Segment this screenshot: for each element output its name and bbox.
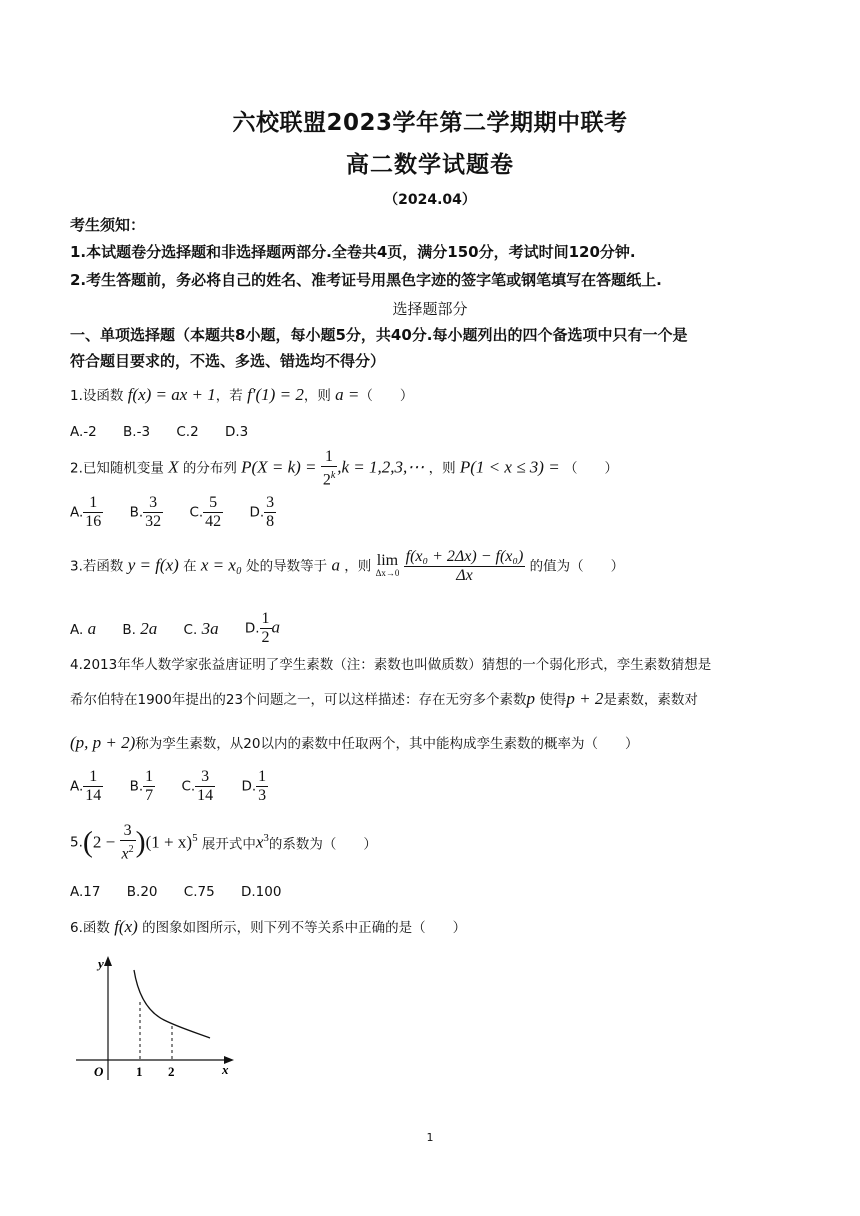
q2-option-c-num: 5 xyxy=(203,494,223,513)
q6-function-graph xyxy=(70,950,250,1090)
q1-text: ，若 xyxy=(215,388,243,404)
q3-option-a-val: a xyxy=(87,618,97,638)
q2-option-d-label: D. xyxy=(249,504,265,521)
question-2 xyxy=(70,448,618,489)
part1-instructions-line-2: 符合题目要求的，不选、多选、错选均不得分） xyxy=(70,352,386,370)
q4-text-b: 使得 xyxy=(539,692,567,708)
q3-option-b-label: B. xyxy=(122,621,136,638)
question-1 xyxy=(70,384,413,405)
q5-factor: (1 + x) xyxy=(145,832,193,852)
q4-option-a-num: 1 xyxy=(83,768,103,787)
q5-rparen: ) xyxy=(135,825,146,859)
q5-option-d: D.100 xyxy=(241,884,282,900)
q4-option-d-num: 1 xyxy=(258,768,267,785)
q3-text: 在 xyxy=(183,558,197,575)
q2-lhs: P(X = k) = xyxy=(241,457,317,477)
q5-frac-num: 3 xyxy=(120,822,136,841)
q3-option-d-label: D. xyxy=(244,620,260,637)
notice-line-2: 2.考生答题前，务必将自己的姓名、准考证号用黑色字迹的签字笔或钢笔填写在答题纸上. xyxy=(70,271,662,289)
q4-option-b-num: 1 xyxy=(145,768,154,785)
q3-lim: lim xyxy=(376,551,399,569)
q6-text: 的图象如图所示，则下列不等关系中正确的是（ ） xyxy=(142,920,467,936)
q1-option-b: B.-3 xyxy=(123,424,151,440)
q4-line-1: 4.2013年华人数学家张益唐证明了孪生素数（注：素数也叫做质数）猜想的一个弱化形式，孪生素数猜想是 xyxy=(70,657,712,673)
origin-label: O xyxy=(94,1064,104,1079)
q3-var: a xyxy=(331,555,340,575)
q1-option-c: C.2 xyxy=(176,424,199,440)
q2-options xyxy=(70,494,298,531)
q2-option-b xyxy=(130,494,164,531)
q2-frac-den: 2 xyxy=(322,471,331,489)
q2-fraction xyxy=(321,448,337,489)
q5-text: 展开式中 xyxy=(201,836,256,853)
q2-option-d xyxy=(249,494,276,531)
q3-text-3: ，则 xyxy=(344,558,372,575)
q4-option-c-den: 14 xyxy=(197,787,214,804)
q3-option-b xyxy=(122,619,157,639)
q6-function: f(x) xyxy=(114,917,138,936)
q3-option-d-val: a xyxy=(271,617,281,637)
notice-heading: 考生须知： xyxy=(70,216,146,234)
section-title: 选择题部分 xyxy=(392,300,468,318)
q2-option-b-num: 3 xyxy=(143,494,163,513)
q4-option-b-den: 7 xyxy=(145,787,154,804)
y-axis-arrow xyxy=(104,956,112,966)
exam-date: （2024.04） xyxy=(384,192,476,208)
q2-frac-num: 1 xyxy=(321,448,337,467)
q1-option-a: A.-2 xyxy=(70,424,97,440)
q3-point: x = x₀ xyxy=(200,555,242,575)
y-label: y xyxy=(98,956,104,971)
q3-blank: 的值为（ ） xyxy=(529,558,625,575)
q5-x-exp: 3 xyxy=(263,832,269,845)
q3-option-d-den: 2 xyxy=(261,629,270,646)
q1-var: a = xyxy=(335,385,360,404)
q3-options xyxy=(70,610,302,647)
q5-frac-den: x xyxy=(121,845,129,863)
q4-text-a: 希尔伯特在1900年提出的23个问题之一，可以这样描述：存在无穷多个素数 xyxy=(70,692,527,708)
q4-text-3: 称为孪生素数，从20以内的素数中任取两个，其中能构成孪生素数的概率为（ ） xyxy=(135,736,639,752)
q5-factor-exp: 5 xyxy=(192,832,198,845)
q5-lparen: ( xyxy=(82,825,93,859)
q2-option-a-num: 1 xyxy=(83,494,103,513)
q1-function: f(x) = ax + 1 xyxy=(127,385,216,404)
q4-text-c: 是素数，素数对 xyxy=(603,692,698,708)
q4-option-c xyxy=(181,768,215,805)
q2-option-a xyxy=(70,494,103,531)
q3-option-c xyxy=(184,619,219,639)
q1-blank: （ ） xyxy=(359,388,414,404)
q5-option-b: B.20 xyxy=(126,884,158,900)
q2-option-b-den: 32 xyxy=(145,513,162,530)
q4-option-a xyxy=(70,768,103,805)
q4-option-a-den: 14 xyxy=(85,787,102,804)
q2-var: X xyxy=(168,457,179,477)
x-label: x xyxy=(222,1062,229,1077)
q3-limit xyxy=(375,551,400,579)
q4-line-3 xyxy=(70,732,638,753)
q3-option-d xyxy=(245,610,280,647)
q2-text: 的分布列 xyxy=(182,460,237,477)
q1-prefix: 1.设函数 xyxy=(70,388,124,404)
q3-frac-den: Δx xyxy=(456,567,473,584)
q3-lim-sub: Δx→0 xyxy=(375,567,400,578)
q4-option-c-label: C. xyxy=(181,778,196,795)
q3-option-c-val: 3a xyxy=(201,618,219,638)
q3-frac-num: f(x₀ + 2Δx) − f(x₀) xyxy=(405,548,524,565)
q3-option-c-label: C. xyxy=(183,621,198,638)
q5-options xyxy=(70,884,303,900)
tick-2: 2 xyxy=(168,1064,175,1079)
q3-prefix: 3.若函数 xyxy=(70,558,124,575)
q1-option-d: D.3 xyxy=(224,424,249,440)
exam-subtitle: 高二数学试题卷 xyxy=(346,152,514,178)
q3-option-a-label: A. xyxy=(70,621,84,638)
q2-blank: （ ） xyxy=(563,460,618,477)
q2-k-range: ,k = 1,2,3,⋯ xyxy=(337,457,425,477)
q3-text-2: 处的导数等于 xyxy=(246,558,328,575)
q2-option-b-label: B. xyxy=(129,504,144,521)
q2-option-c xyxy=(189,494,223,531)
q5-fraction xyxy=(120,822,136,863)
q1-options xyxy=(70,424,270,440)
q5-two-minus: 2 − xyxy=(92,832,116,852)
exam-title: 六校联盟2023学年第二学期期中联考 xyxy=(232,110,628,136)
q2-prefix: 2.已知随机变量 xyxy=(70,460,164,477)
q4-option-c-num: 3 xyxy=(195,768,215,787)
q5-option-c: C.75 xyxy=(183,884,215,900)
q5-option-a: A.17 xyxy=(70,884,101,900)
q4-pair: (p, p + 2) xyxy=(70,733,136,752)
q2-option-a-label: A. xyxy=(70,504,84,521)
q4-line-2 xyxy=(70,688,698,709)
q5-x: x xyxy=(255,832,264,852)
q4-var-p: p xyxy=(526,689,536,708)
question-6 xyxy=(70,916,466,937)
q2-option-d-num: 3 xyxy=(266,494,275,511)
q2-prob: P(1 < x ≤ 3) = xyxy=(459,457,560,477)
q4-option-a-label: A. xyxy=(70,778,84,795)
notice-line-1: 1.本试题卷分选择题和非选择题两部分.全卷共4页，满分150分，考试时间120分钟. xyxy=(70,243,636,261)
q3-fraction xyxy=(404,548,526,585)
q4-expr-p2: p + 2 xyxy=(566,689,604,708)
tick-1: 1 xyxy=(136,1064,143,1079)
q4-option-b-label: B. xyxy=(129,778,144,795)
q3-option-d-num: 1 xyxy=(261,610,270,627)
page-number: 1 xyxy=(426,1131,434,1144)
q2-option-c-den: 42 xyxy=(205,513,222,530)
q3-option-a xyxy=(70,619,96,639)
q4-option-b xyxy=(130,768,156,805)
part1-instructions-line-1: 一、单项选择题（本题共8小题，每小题5分，共40分.每小题列出的四个备选项中只有一个是 xyxy=(70,326,688,344)
q4-options xyxy=(70,768,290,805)
q2-frac-exp: k xyxy=(330,470,336,481)
q5-frac-exp: 2 xyxy=(128,844,134,855)
q2-option-a-den: 16 xyxy=(85,513,102,530)
q5-blank: 的系数为（ ） xyxy=(268,836,377,853)
q3-option-b-val: 2a xyxy=(140,618,158,638)
q4-option-d-den: 3 xyxy=(258,787,267,804)
q6-prefix: 6.函数 xyxy=(70,920,110,936)
q4-option-d-label: D. xyxy=(241,778,257,795)
question-5 xyxy=(70,822,377,863)
q2-option-d-den: 8 xyxy=(266,513,275,530)
q1-text-2: ，则 xyxy=(303,388,331,404)
q4-option-d xyxy=(241,768,268,805)
question-3 xyxy=(70,548,624,585)
q5-prefix: 5. xyxy=(70,834,83,851)
q2-option-c-label: C. xyxy=(189,504,204,521)
q2-text-2: ，则 xyxy=(428,460,456,477)
q3-function: y = f(x) xyxy=(127,555,179,575)
q1-derivative: f′(1) = 2 xyxy=(247,385,304,404)
